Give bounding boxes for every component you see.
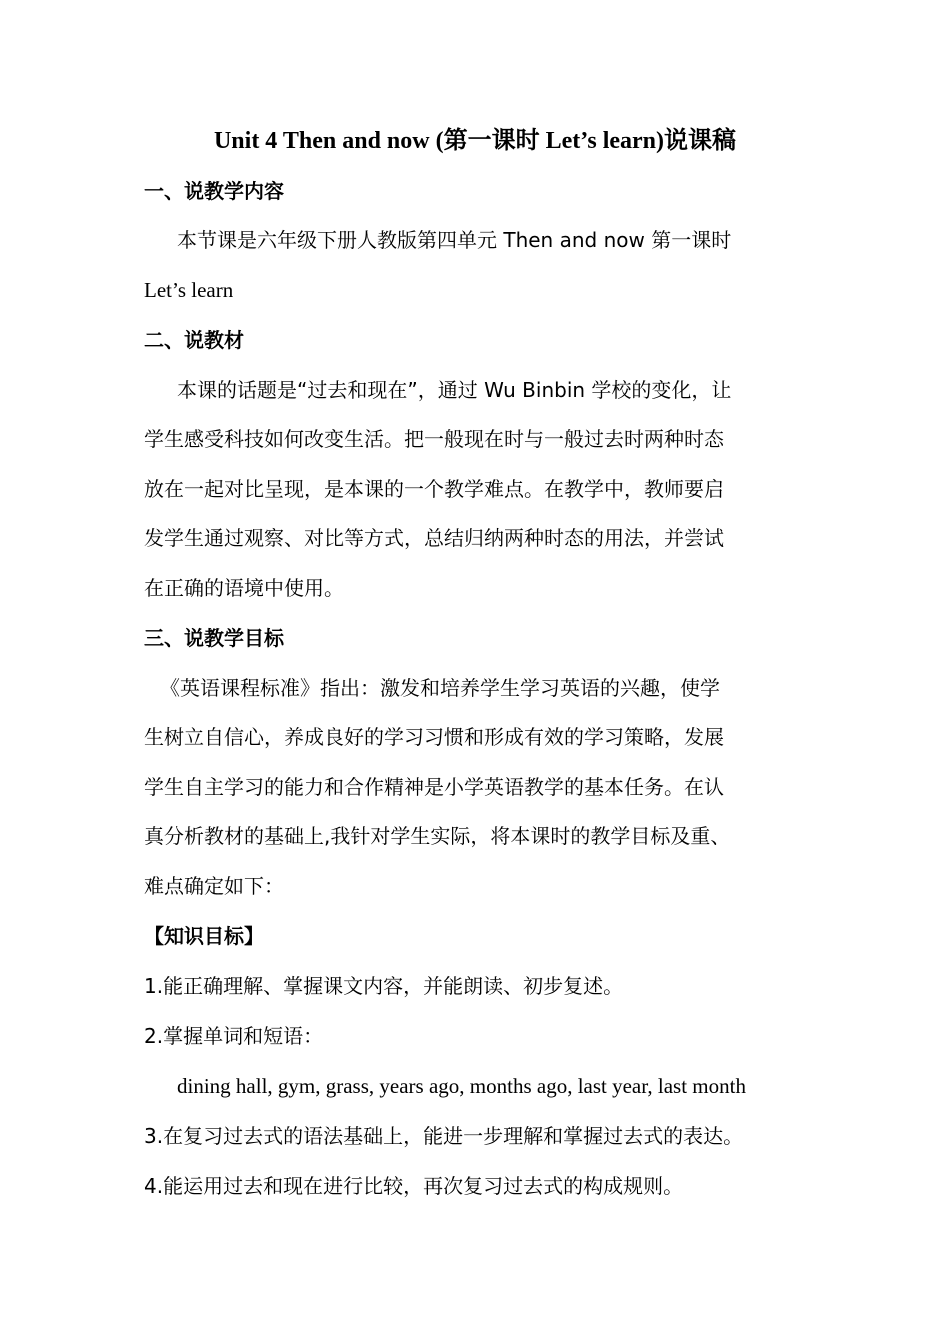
paragraph-line: Let’s learn (144, 278, 234, 302)
list-item: 4.能运用过去和现在进行比较，再次复习过去式的构成规则。 (144, 1174, 684, 1198)
subheading-knowledge-objectives: 【知识目标】 (144, 924, 264, 948)
section-heading-teaching-content: 一、说教学内容 (144, 179, 284, 203)
list-item: 3.在复习过去式的语法基础上，能进一步理解和掌握过去式的表达。 (144, 1124, 744, 1148)
section-heading-textbook: 二、说教材 (144, 328, 244, 352)
paragraph-line: 学生感受科技如何改变生活。把一般现在时与一般过去时两种时态 (144, 427, 724, 451)
list-item: 1.能正确理解、掌握课文内容，并能朗读、初步复述。 (144, 974, 624, 998)
paragraph-line: 本课的话题是“过去和现在”，通过 Wu Binbin 学校的变化，让 (177, 378, 732, 402)
paragraph-line: 《英语课程标准》指出：激发和培养学生学习英语的兴趣，使学 (160, 676, 720, 700)
paragraph-line: 放在一起对比呈现，是本课的一个教学难点。在教学中，教师要启 (144, 477, 724, 501)
paragraph-line: 生树立自信心，养成良好的学习习惯和形成有效的学习策略，发展 (144, 725, 724, 749)
paragraph-line: 难点确定如下： (144, 874, 284, 898)
list-item: 2.掌握单词和短语： (144, 1024, 324, 1048)
paragraph-line: 在正确的语境中使用。 (144, 576, 344, 600)
paragraph-line: 发学生通过观察、对比等方式，总结归纳两种时态的用法，并尝试 (144, 526, 724, 550)
document-title: Unit 4 Then and now (第一课时 Let’s learn)说课稿 (213, 128, 737, 154)
vocabulary-list: dining hall, gym, grass, years ago, months ago, last year, last month (177, 1074, 746, 1098)
section-heading-teaching-objectives: 三、说教学目标 (144, 626, 284, 650)
paragraph-line: 真分析教材的基础上,我针对学生实际，将本课时的教学目标及重、 (144, 824, 731, 848)
paragraph-line: 学生自主学习的能力和合作精神是小学英语教学的基本任务。在认 (144, 775, 724, 799)
paragraph-line: 本节课是六年级下册人教版第四单元 Then and now 第一课时 (177, 228, 732, 252)
